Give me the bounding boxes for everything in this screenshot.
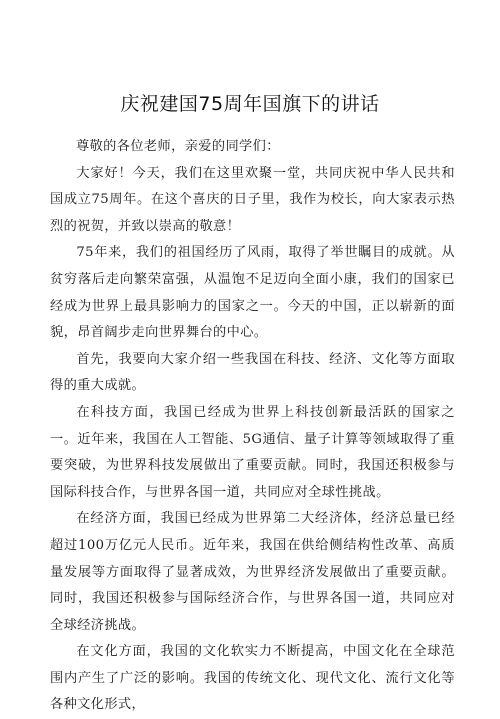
paragraph-3: 首先，我要向大家介绍一些我国在科技、经济、文化等方面取得的重大成就。 [50,351,455,394]
paragraph-1: 大家好！今天，我们在这里欢聚一堂，共同庆祝中华人民共和国成立75周年。在这个喜庆的日子里，我作为校长，向大家表示热烈的祝贺，并致以崇高的敬意！ [50,165,455,234]
paragraph-5: 在经济方面，我国已经成为世界第二大经济体，经济总量已经超过100万亿元人民币。近年来，我国在供给侧结构性改革、高质量发展等方面取得了显著成效，为世界经济发展做出了重要贡献。同时，我国还积极参与国际经济合作，与世界各国一道，共同应对全球经济挑战。 [50,511,455,633]
greeting-line: 尊敬的各位老师，亲爱的同学们： [76,139,280,154]
document-title: 庆祝建国75周年国旗下的讲话 [120,93,380,115]
paragraph-6: 在文化方面，我国的文化软实力不断提高，中国文化在全球范围内产生了广泛的影响。我国的传统文化、现代文化、流行文化等各种文化形式， [50,644,455,713]
paragraph-4: 在科技方面，我国已经成为世界上科技创新最活跃的国家之一。近年来，我国在人工智能、5G通信、量子计算等领域取得了重要突破，为世界科技发展做出了重要贡献。同时，我国还积极参与国际科技合作，与世界各国一道，共同应对全球性挑战。 [50,404,455,500]
paragraph-2: 75年来，我们的祖国经历了风雨，取得了举世瞩目的成就。从贫穷落后走向繁荣富强，从温饱不足迈向全面小康，我们的国家已经成为世界上最具影响力的国家之一。今天的中国，正以崭新的面貌，昂首阔步走向世界舞台的中心。 [50,245,455,341]
document-body [50,134,455,719]
